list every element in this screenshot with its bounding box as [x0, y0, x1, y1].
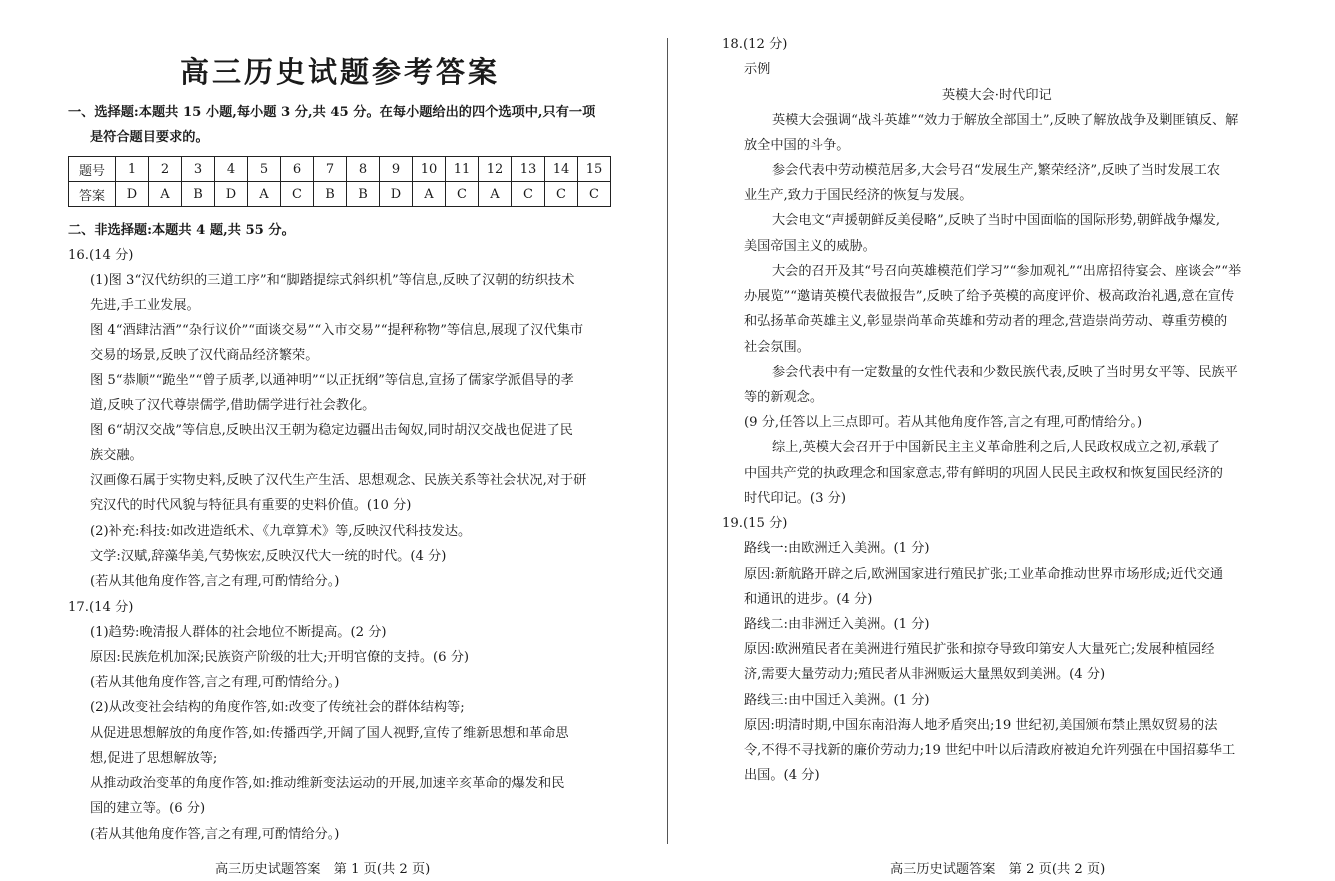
- text-line: (1)趋势:晚清报人群体的社会地位不断提高。(2 分): [90, 625, 387, 640]
- question-heading: 16.(14 分): [68, 248, 134, 263]
- text-line: 参会代表中有一定数量的女性代表和少数民族代表,反映了当时男女平等、民族平: [772, 365, 1238, 380]
- table-cell: B: [347, 182, 380, 207]
- text-line: (1)图 3“汉代纺织的三道工序”和“脚踏提综式斜织机”等信息,反映了汉朝的纺织技术: [90, 273, 575, 288]
- text-line: (若从其他角度作答,言之有理,可酌情给分。): [90, 574, 340, 589]
- text-line: 族交融。: [90, 448, 143, 463]
- text-line: 交易的场景,反映了汉代商品经济繁荣。: [90, 348, 319, 363]
- text-line: 和通讯的进步。(4 分): [744, 592, 873, 607]
- text-line: (若从其他角度作答,言之有理,可酌情给分。): [90, 675, 340, 690]
- question-heading: 19.(15 分): [722, 516, 788, 531]
- text-line: 究汉代的时代风貌与特征具有重要的史料价值。(10 分): [90, 498, 412, 513]
- text-line: 从推动政治变革的角度作答,如:推动维新变法运动的开展,加速辛亥革命的爆发和民: [90, 776, 565, 791]
- text-line: 示例: [744, 62, 771, 77]
- text-line: 图 4“酒肆沽酒”“杂行议价”“面谈交易”“入市交易”“提秤称物”等信息,展现了汉代集市: [90, 323, 584, 338]
- text-line: 原因:民族危机加深;民族资产阶级的壮大;开明官僚的支持。(6 分): [90, 650, 470, 665]
- page-footer: 高三历史试题答案 第 2 页(共 2 页): [890, 862, 1106, 877]
- text-line: (若从其他角度作答,言之有理,可酌情给分。): [90, 827, 340, 842]
- table-cell: 13: [512, 157, 545, 182]
- text-line: 时代印记。(3 分): [744, 491, 846, 506]
- row-label: 答案: [69, 182, 116, 207]
- text-line: 先进,手工业发展。: [90, 298, 200, 313]
- table-cell: 2: [149, 157, 182, 182]
- text-line: 美国帝国主义的威胁。: [744, 239, 876, 254]
- text-line: 业生产,致力于国民经济的恢复与发展。: [744, 188, 973, 203]
- text-line: 英模大会强调“战斗英雄”“效力于解放全部国土”,反映了解放战争及剿匪镇反、解: [772, 113, 1239, 128]
- table-cell: 4: [215, 157, 248, 182]
- text-line: (2)补充:科技:如改进造纸术、《九章算术》等,反映汉代科技发达。: [90, 524, 472, 539]
- text-line: 路线二:由非洲迁入美洲。(1 分): [744, 617, 930, 632]
- text-line: 出国。(4 分): [744, 768, 820, 783]
- text-line: 路线三:由中国迁入美洲。(1 分): [744, 693, 930, 708]
- table-cell: 14: [545, 157, 578, 182]
- table-cell: C: [512, 182, 545, 207]
- table-cell: A: [479, 182, 512, 207]
- table-cell: D: [215, 182, 248, 207]
- text-line: (9 分,任答以上三点即可。若从其他角度作答,言之有理,可酌情给分。): [744, 415, 1143, 430]
- text-line: 和弘扬革命英雄主义,彰显崇尚革命英雄和劳动者的理念,营造崇尚劳动、尊重劳模的: [744, 314, 1228, 329]
- text-line: 原因:新航路开辟之后,欧洲国家进行殖民扩张;工业革命推动世界市场形成;近代交通: [744, 567, 1224, 582]
- answer-page-2: [670, 0, 1335, 881]
- text-line: 原因:欧洲殖民者在美洲进行殖民扩张和掠夺导致印第安人大量死亡;发展种植园经: [744, 642, 1215, 657]
- text-line: 图 5“恭顺”“跪坐”“曾子质孝,以通神明”“以正抚纲”等信息,宣扬了儒家学派倡导的孝: [90, 373, 574, 388]
- table-row-answers: [69, 182, 611, 207]
- text-line: 办展览”“邀请英模代表做报告”,反映了给予英模的高度评价、极高政治礼遇,意在宣传: [744, 289, 1235, 304]
- text-line: 综上,英模大会召开于中国新民主主义革命胜利之后,人民政权成立之初,承载了: [772, 440, 1220, 455]
- table-cell: B: [314, 182, 347, 207]
- text-line: 汉画像石属于实物史料,反映了汉代生产生活、思想观念、民族关系等社会状况,对于研: [90, 473, 587, 488]
- answer-table: [68, 156, 611, 207]
- table-cell: 3: [182, 157, 215, 182]
- table-cell: C: [545, 182, 578, 207]
- section1-heading: 一、选择题:本题共 15 小题,每小题 3 分,共 45 分。在每小题给出的四个选项中,只有一项: [68, 105, 596, 120]
- table-cell: 1: [116, 157, 149, 182]
- section2-heading: 二、非选择题:本题共 4 题,共 55 分。: [68, 223, 295, 238]
- text-line: 文学:汉赋,辞藻华美,气势恢宏,反映汉代大一统的时代。(4 分): [90, 549, 447, 564]
- text-line: 参会代表中劳动模范居多,大会号召“发展生产,繁荣经济”,反映了当时发展工农: [772, 163, 1221, 178]
- table-cell: 15: [578, 157, 611, 182]
- table-cell: C: [446, 182, 479, 207]
- table-cell: C: [281, 182, 314, 207]
- table-cell: A: [413, 182, 446, 207]
- page-footer: 高三历史试题答案 第 1 页(共 2 页): [215, 862, 431, 877]
- text-line: 等的新观念。: [744, 390, 824, 405]
- text-line: 中国共产党的执政理念和国家意志,带有鲜明的巩固人民民主政权和恢复国民经济的: [744, 466, 1223, 481]
- section1-heading-cont: 是符合题目要求的。: [90, 130, 209, 145]
- text-line: 大会电文“声援朝鲜反美侵略”,反映了当时中国面临的国际形势,朝鲜战争爆发,: [772, 213, 1221, 228]
- text-line: 从促进思想解放的角度作答,如:传播西学,开阔了国人视野,宣传了维新思想和革命思: [90, 726, 569, 741]
- table-cell: C: [578, 182, 611, 207]
- table-cell: D: [116, 182, 149, 207]
- table-cell: A: [248, 182, 281, 207]
- text-line: 令,不得不寻找新的廉价劳动力;19 世纪中叶以后清政府被迫允许列强在中国招募华工: [744, 743, 1236, 758]
- text-line: (2)从改变社会结构的角度作答,如:改变了传统社会的群体结构等;: [90, 700, 465, 715]
- text-line: 大会的召开及其“号召向英雄模范们学习”“参加观礼”“出席招待宴会、座谈会”“举: [772, 264, 1242, 279]
- text-line: 放全中国的斗争。: [744, 138, 850, 153]
- table-cell: D: [380, 182, 413, 207]
- table-row-numbers: [69, 157, 611, 182]
- essay-title: 英模大会·时代印记: [942, 88, 1052, 103]
- text-line: 路线一:由欧洲迁入美洲。(1 分): [744, 541, 930, 556]
- text-line: 国的建立等。(6 分): [90, 801, 206, 816]
- table-cell: 11: [446, 157, 479, 182]
- row-label: 题号: [69, 157, 116, 182]
- table-cell: 7: [314, 157, 347, 182]
- table-cell: A: [149, 182, 182, 207]
- text-line: 道,反映了汉代尊崇儒学,借助儒学进行社会教化。: [90, 398, 376, 413]
- page-divider: [667, 38, 668, 844]
- page-title: 高三历史试题参考答案: [179, 55, 500, 89]
- question-heading: 17.(14 分): [68, 600, 134, 615]
- table-cell: 9: [380, 157, 413, 182]
- question-heading: 18.(12 分): [722, 37, 788, 52]
- table-cell: B: [182, 182, 215, 207]
- table-cell: 5: [248, 157, 281, 182]
- table-cell: 8: [347, 157, 380, 182]
- table-cell: 12: [479, 157, 512, 182]
- text-line: 原因:明清时期,中国东南沿海人地矛盾突出;19 世纪初,美国颁布禁止黑奴贸易的法: [744, 718, 1218, 733]
- text-line: 图 6“胡汉交战”等信息,反映出汉王朝为稳定边疆出击匈奴,同时胡汉交战也促进了民: [90, 423, 573, 438]
- text-line: 社会氛围。: [744, 340, 810, 355]
- table-cell: 10: [413, 157, 446, 182]
- text-line: 想,促进了思想解放等;: [90, 751, 218, 766]
- table-cell: 6: [281, 157, 314, 182]
- text-line: 济,需要大量劳动力;殖民者从非洲贩运大量黑奴到美洲。(4 分): [744, 667, 1106, 682]
